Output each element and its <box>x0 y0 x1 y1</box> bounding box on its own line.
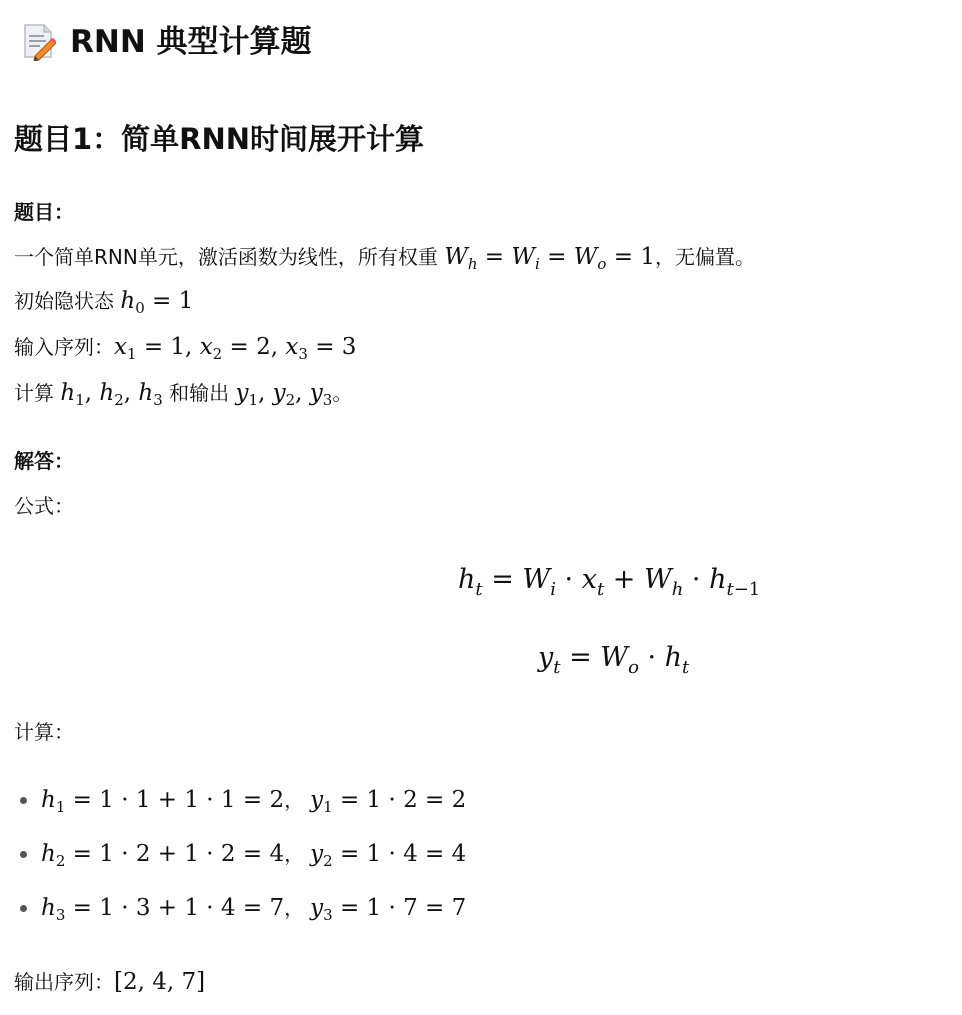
memo-icon <box>22 23 56 61</box>
output-sequence-value: [2, 4, 7] <box>114 969 206 995</box>
hidden-states-formula: $h_1$, $h_2$, $h_3$ <box>60 380 163 409</box>
list-item <box>20 784 466 816</box>
question-line-compute-text: 计算 <box>14 381 61 405</box>
question-line-input-sequence-text: 输入序列： <box>14 335 114 359</box>
step-1-separator: ， <box>284 788 305 812</box>
step-3-separator: ， <box>284 896 305 920</box>
answer-label: 解答： <box>14 449 74 473</box>
question-line-initial-state-text: 初始隐状态 <box>14 289 121 313</box>
problem-heading: 题目1：简单RNN时间展开计算 <box>14 122 425 156</box>
question-line-initial-state <box>14 285 193 317</box>
page-title-text: RNN 典型计算题 <box>70 24 312 60</box>
list-item <box>20 838 466 870</box>
question-line-compute-mid: 和输出 <box>162 381 236 405</box>
question-line-weights-text: 一个简单RNN单元，激活函数为线性，所有权重 <box>14 245 445 269</box>
formula-hidden-update: $h_t = W_i \cdot x_t + W_h \cdot h_{t-1}$ <box>458 564 761 600</box>
question-line-weights-suffix: ，无偏置。 <box>654 245 755 269</box>
step-1-output-formula: $y_1 = 1 \cdot 2 = 2$ <box>310 787 467 816</box>
question-line-compute-suffix: 。 <box>332 381 353 405</box>
step-2-formula: $h_2 = 1 \cdot 2 + 1 \cdot 2 = 4$ <box>41 841 285 870</box>
question-label: 题目： <box>14 200 74 224</box>
output-sequence-label: 输出序列： <box>14 970 114 994</box>
formula-label: 公式： <box>14 494 74 518</box>
bullet-icon <box>20 797 27 804</box>
outputs-formula: $y_1$, $y_2$, $y_3$ <box>235 380 333 409</box>
bullet-icon <box>20 905 27 912</box>
question-line-compute <box>14 377 352 409</box>
formula-output: $y_t = W_o \cdot h_t$ <box>538 642 690 678</box>
output-sequence-line <box>14 966 205 998</box>
step-2-output-formula: $y_2 = 1 \cdot 4 = 4$ <box>310 841 467 870</box>
step-2-separator: ， <box>284 842 305 866</box>
compute-label: 计算： <box>14 720 74 744</box>
page-title <box>22 16 312 68</box>
list-item <box>20 892 466 924</box>
question-line-input-sequence <box>14 331 356 363</box>
step-3-output-formula: $y_3 = 1 \cdot 7 = 7$ <box>310 895 467 924</box>
initial-state-formula: $h_0 = 1$ <box>120 288 194 317</box>
bullet-icon <box>20 851 27 858</box>
weights-formula: $W_h = W_i = W_o = 1$ <box>444 244 655 273</box>
question-line-weights <box>14 241 755 273</box>
input-sequence-formula: $x_1 = 1$, $x_2 = 2$, $x_3 = 3$ <box>114 334 357 363</box>
step-1-formula: $h_1 = 1 \cdot 1 + 1 \cdot 1 = 2$ <box>41 787 285 816</box>
step-3-formula: $h_3 = 1 \cdot 3 + 1 \cdot 4 = 7$ <box>41 895 285 924</box>
